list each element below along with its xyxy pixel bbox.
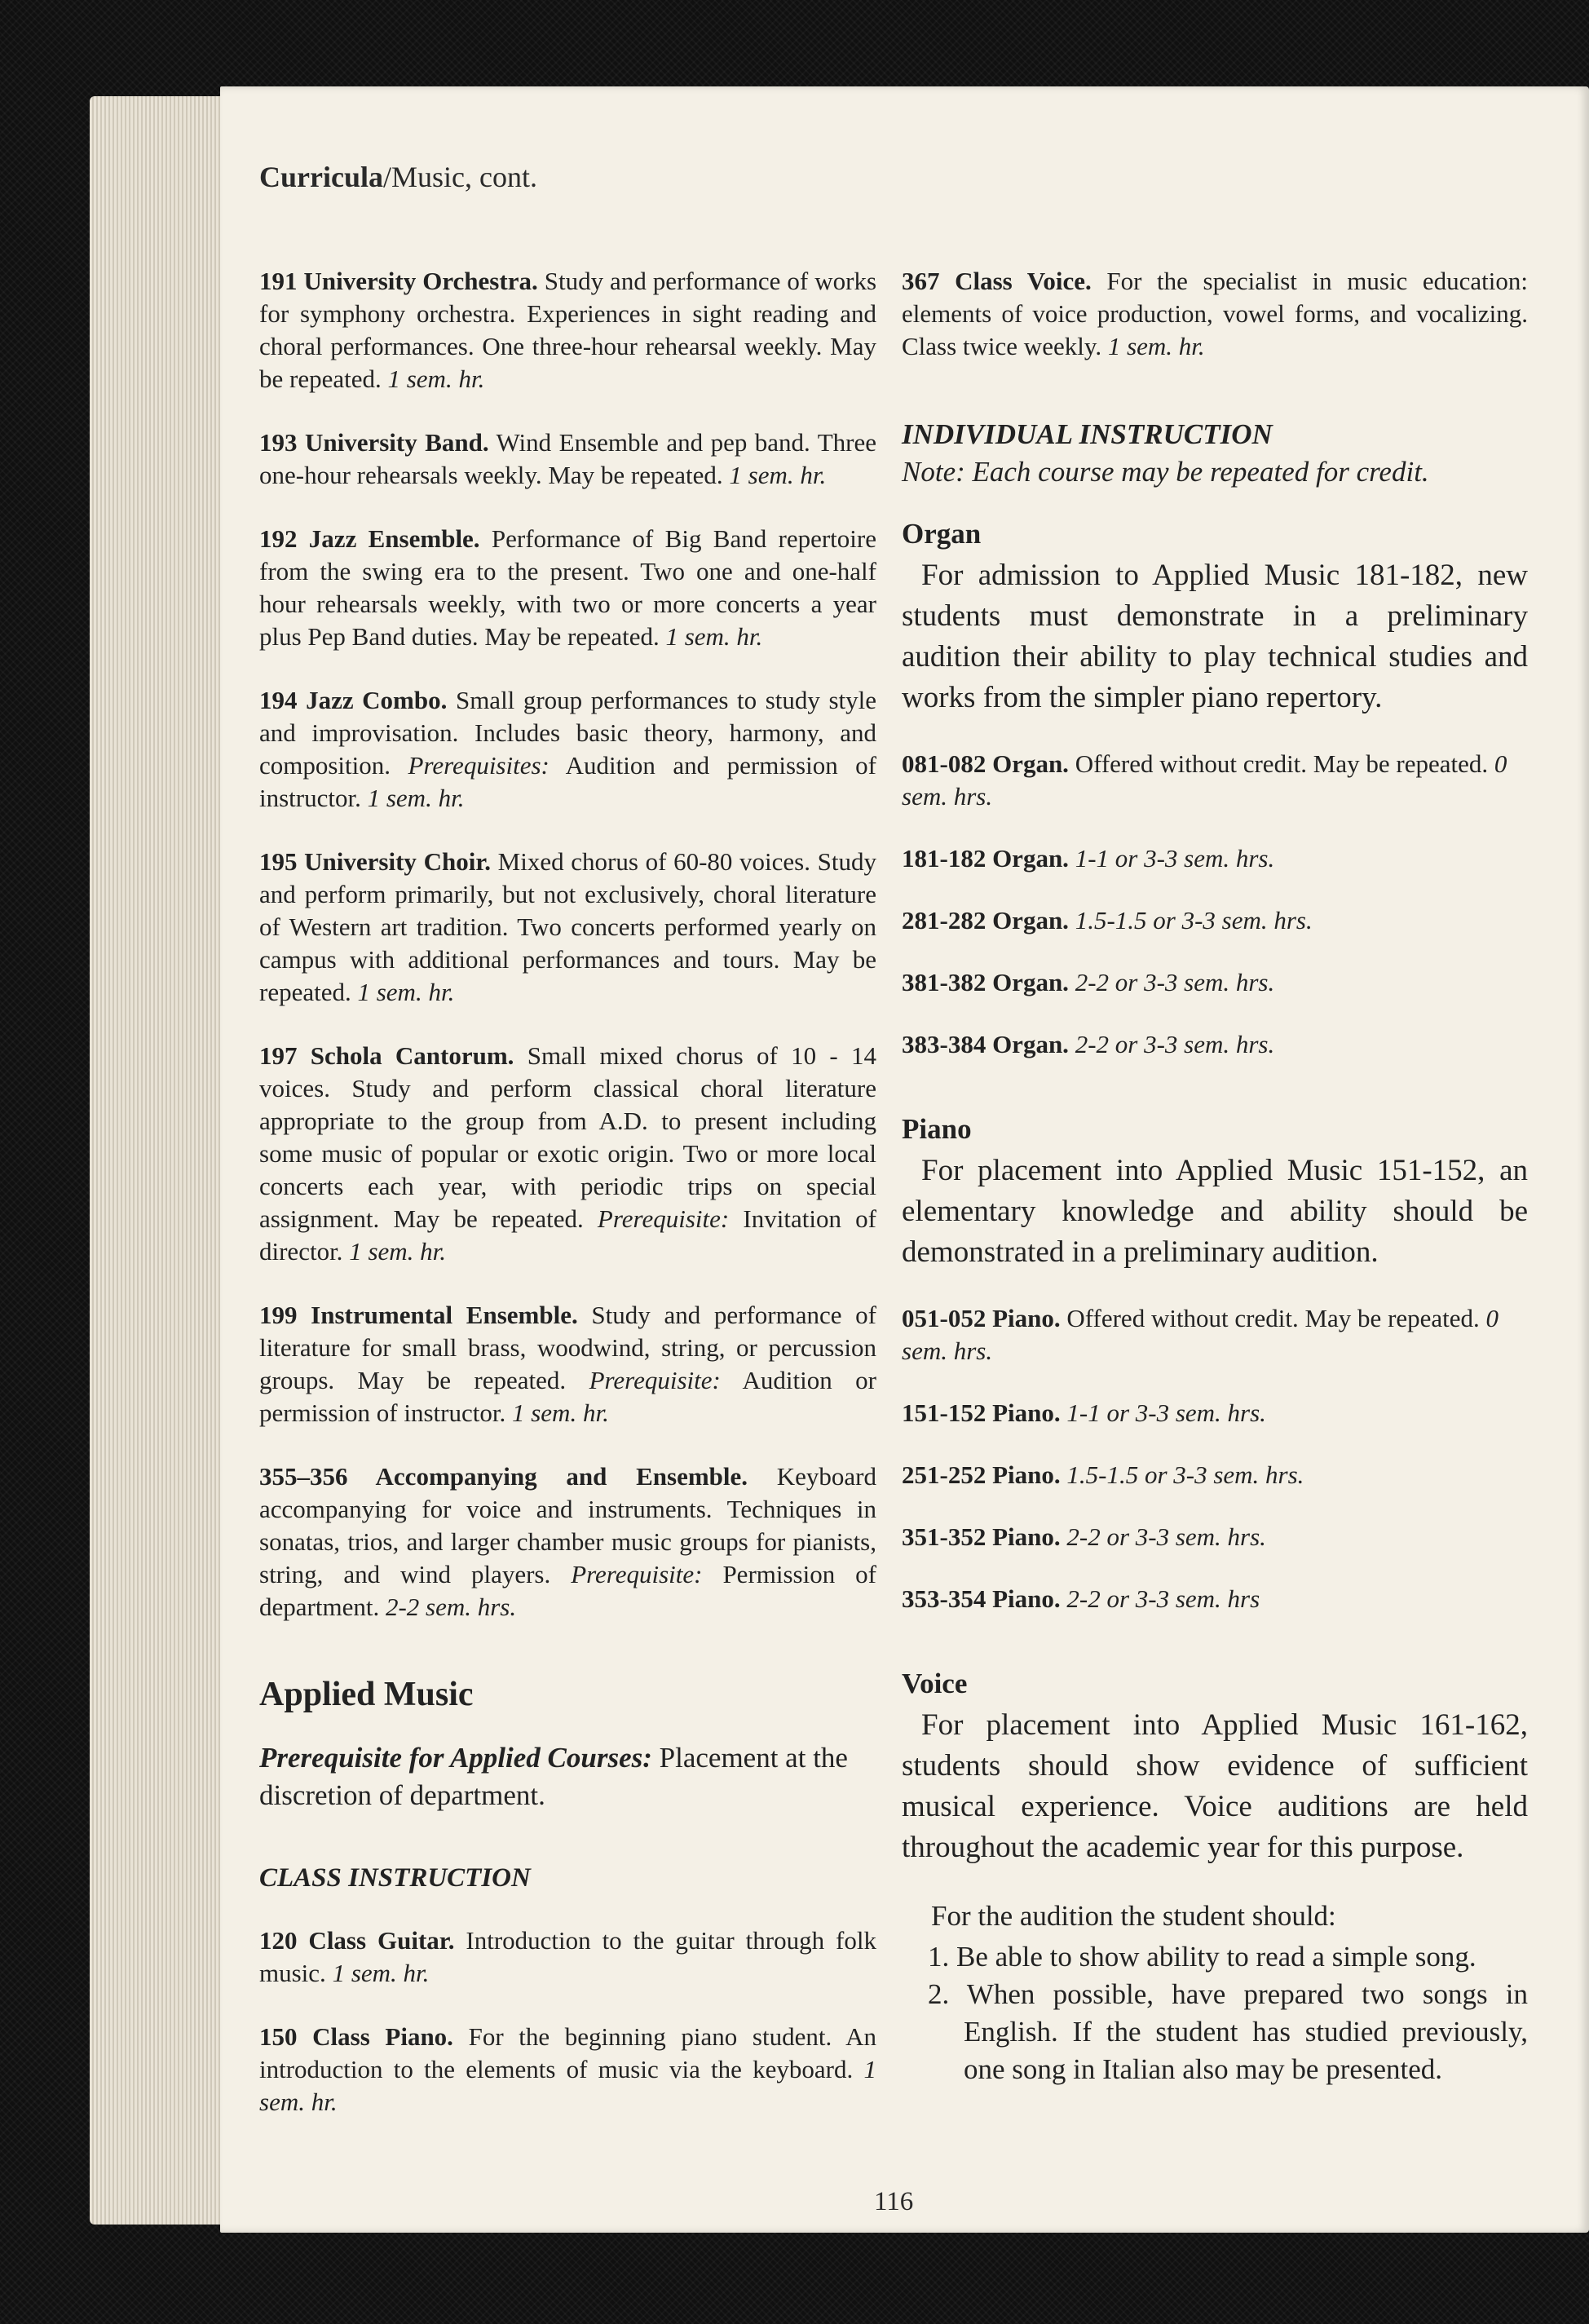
course-title: 150 Class Piano. — [259, 2022, 453, 2051]
course-credit: 1 sem. hr. — [259, 2055, 876, 2116]
course-entry — [259, 1460, 876, 1624]
class-course-list — [259, 1924, 876, 2119]
voice-list-lead: For the audition the student should: — [931, 1900, 1336, 1932]
course-title: 197 Schola Cantorum. — [259, 1041, 514, 1070]
organ-intro: For admission to Applied Music 181-182, new students must demonstrate in a preliminary audition their ability to play technical studies and works from the simpler piano repertory. — [902, 559, 1528, 714]
list-item: 2. When possible, have prepared two songs in English. If the student has studied previously, one song in Italian also may be presented. — [928, 1978, 1528, 2085]
piano-course-list — [902, 1302, 1528, 1615]
course-prereq: Audition and permission of instructor. — [259, 751, 877, 812]
course-desc: Study and performance of literature for small brass, woodwind, string, or percussion groups. May be repeated. — [259, 1301, 877, 1394]
course-title: 381-382 Organ. — [902, 968, 1069, 996]
course-entry — [259, 426, 876, 492]
course-credit: 1-1 or 3-3 sem. hrs. — [1075, 844, 1275, 873]
course-entry — [902, 1397, 1528, 1429]
course-prereq-label: Prerequisites: — [408, 751, 550, 780]
course-entry-367 — [902, 265, 1528, 363]
course-title: 181-182 Organ. — [902, 844, 1069, 873]
course-desc: Introduction to the guitar through folk music. — [259, 1926, 876, 1987]
course-entry — [259, 2021, 876, 2119]
applied-prereq — [259, 1739, 876, 1814]
course-entry — [259, 1299, 876, 1429]
list-item: 1. Be able to show ability to read a simple song. — [928, 1941, 1476, 1973]
piano-intro: For placement into Applied Music 151-152, an elementary knowledge and ability should be demonstrated in a preliminary audition. — [902, 1154, 1528, 1269]
course-entry — [902, 842, 1528, 875]
course-title: 351-352 Piano. — [902, 1522, 1061, 1551]
course-entry — [902, 1302, 1528, 1367]
course-prereq: Permission of department. — [259, 1560, 877, 1621]
course-desc: Offered without credit. May be repeated. — [1066, 1304, 1480, 1332]
running-head-section: Curricula — [259, 161, 383, 193]
page-number: 116 — [874, 2187, 914, 2216]
course-entry — [259, 523, 876, 653]
course-title: 194 Jazz Combo. — [259, 686, 448, 714]
course-prereq-label: Prerequisite: — [597, 1204, 730, 1233]
course-title: 191 University Orchestra. — [259, 267, 538, 295]
course-credit: 1.5-1.5 or 3-3 sem. hrs. — [1066, 1460, 1304, 1489]
running-head — [259, 160, 537, 194]
course-credit: 1 sem. hr. — [332, 1959, 430, 1987]
course-credit: 1 sem. hr. — [665, 622, 763, 651]
course-title: 120 Class Guitar. — [259, 1926, 455, 1955]
course-credit: 1 sem. hr. — [729, 461, 827, 489]
course-desc: Study and performance of works for symphony orchestra. Experiences in sight reading and choral performances. One three-hour rehearsal weekly. May be repeated. — [259, 267, 877, 393]
course-credit: 0 sem. hrs. — [902, 749, 1507, 811]
course-prereq: Audition or permission of instructor. — [259, 1366, 876, 1427]
course-title: 193 University Band. — [259, 428, 489, 457]
course-desc: Small group performances to study style and improvisation. Includes basic theory, harmony, and composition. — [259, 686, 876, 780]
course-credit: 2-2 or 3-3 sem. hrs. — [1075, 1030, 1275, 1058]
course-title: 051-052 Piano. — [902, 1304, 1061, 1332]
running-head-subsection: /Music, cont. — [382, 161, 537, 193]
course-entry — [259, 684, 876, 815]
applied-music-heading: Applied Music — [259, 1676, 474, 1713]
course-title: 192 Jazz Ensemble. — [259, 524, 480, 553]
course-title: 367 Class Voice. — [902, 267, 1092, 295]
course-title: 355–356 Accompanying and Ensemble. — [259, 1462, 748, 1491]
course-title: 081-082 Organ. — [902, 749, 1069, 778]
course-entry — [259, 265, 876, 395]
course-credit: 1.5-1.5 or 3-3 sem. hrs. — [1075, 906, 1313, 934]
course-credit: 1-1 or 3-3 sem. hrs. — [1066, 1398, 1266, 1427]
left-column — [259, 265, 876, 2149]
course-title: 195 University Choir. — [259, 847, 491, 876]
course-entry — [902, 1459, 1528, 1491]
course-prereq: Invitation of director. — [259, 1204, 876, 1266]
course-desc: For the beginning piano student. An introduction to the elements of music via the keyboard. — [259, 2022, 877, 2083]
course-credit: 2-2 or 3-3 sem. hrs. — [1066, 1522, 1266, 1551]
course-entry — [902, 748, 1528, 813]
voice-intro: For placement into Applied Music 161-162, students should show evidence of sufficient musical experience. Voice auditions are held throughout the academic year for this purpose. — [902, 1708, 1528, 1864]
course-desc: For the specialist in music education: elements of voice production, vowel forms, and vocalizing. Class twice weekly. — [902, 267, 1529, 360]
course-title: 199 Instrumental Ensemble. — [259, 1301, 578, 1329]
class-instruction-heading: CLASS INSTRUCTION — [259, 1863, 531, 1893]
course-credit: 2-2 or 3-3 sem. hrs — [1066, 1584, 1260, 1613]
applied-prereq-label: Prerequisite for Applied Courses: — [259, 1742, 652, 1774]
course-credit: 1 sem. hr. — [511, 1398, 609, 1427]
piano-heading: Piano — [902, 1113, 972, 1145]
course-title: 383-384 Organ. — [902, 1030, 1069, 1058]
course-credit: 2-2 or 3-3 sem. hrs. — [1075, 968, 1275, 996]
right-column — [902, 265, 1528, 2088]
course-entry — [259, 1040, 876, 1268]
course-credit: 1 sem. hr. — [1107, 332, 1205, 360]
course-desc: Performance of Big Band repertoire from the swing era to the present. Two one and one-half hour rehearsals weekly, with two or more concerts a year plus Pep Band duties. May be repeated. — [259, 524, 876, 651]
organ-course-list — [902, 748, 1528, 1061]
course-credit: 1 sem. hr. — [367, 784, 465, 812]
course-entry — [902, 1583, 1528, 1615]
course-credit: 1 sem. hr. — [349, 1237, 447, 1266]
course-desc: Offered without credit. May be repeated. — [1075, 749, 1489, 778]
voice-requirements-list — [902, 1938, 1528, 2088]
course-credit: 2-2 sem. hrs. — [385, 1593, 517, 1621]
course-desc: Small mixed chorus of 10 - 14 voices. Study and perform classical choral literature appropriate to the group from A.D. to present including some music of popular or exotic origin. Two or more local concerts each year, with periodic trips on special assignment. May be repeated. — [259, 1041, 876, 1233]
course-entry — [259, 1924, 876, 1990]
course-credit: 0 sem. hrs. — [902, 1304, 1499, 1365]
course-prereq-label: Prerequisite: — [571, 1560, 703, 1588]
course-title: 251-252 Piano. — [902, 1460, 1061, 1489]
course-title: 281-282 Organ. — [902, 906, 1069, 934]
course-title: 353-354 Piano. — [902, 1584, 1061, 1613]
course-desc: Mixed chorus of 60-80 voices. Study and perform primarily, but not exclusively, choral literature of Western art tradition. Two concerts performed yearly on campus with additional performances and tours. May be repeated. — [259, 847, 877, 1006]
organ-heading: Organ — [902, 518, 982, 550]
individual-instruction-heading: INDIVIDUAL INSTRUCTION — [902, 418, 1273, 450]
course-entry — [902, 1028, 1528, 1061]
individual-instruction-note: Note: Each course may be repeated for credit. — [902, 456, 1429, 488]
course-entry — [902, 904, 1528, 937]
course-credit: 1 sem. hr. — [387, 365, 485, 393]
course-title: 151-152 Piano. — [902, 1398, 1061, 1427]
course-prereq-label: Prerequisite: — [589, 1366, 721, 1394]
course-entry — [902, 966, 1528, 999]
ensemble-course-list — [259, 265, 876, 1624]
applied-prereq-text: Placement at the discretion of department. — [259, 1742, 848, 1811]
course-entry — [902, 1521, 1528, 1553]
course-entry — [259, 846, 876, 1009]
course-desc: Wind Ensemble and pep band. Three one-hour rehearsals weekly. May be repeated. — [259, 428, 876, 489]
course-credit: 1 sem. hr. — [357, 978, 455, 1006]
voice-heading: Voice — [902, 1668, 968, 1699]
course-desc: Keyboard accompanying for voice and instruments. Techniques in sonatas, trios, and larger chamber music groups for pianists, string, and wind players. — [259, 1462, 876, 1588]
